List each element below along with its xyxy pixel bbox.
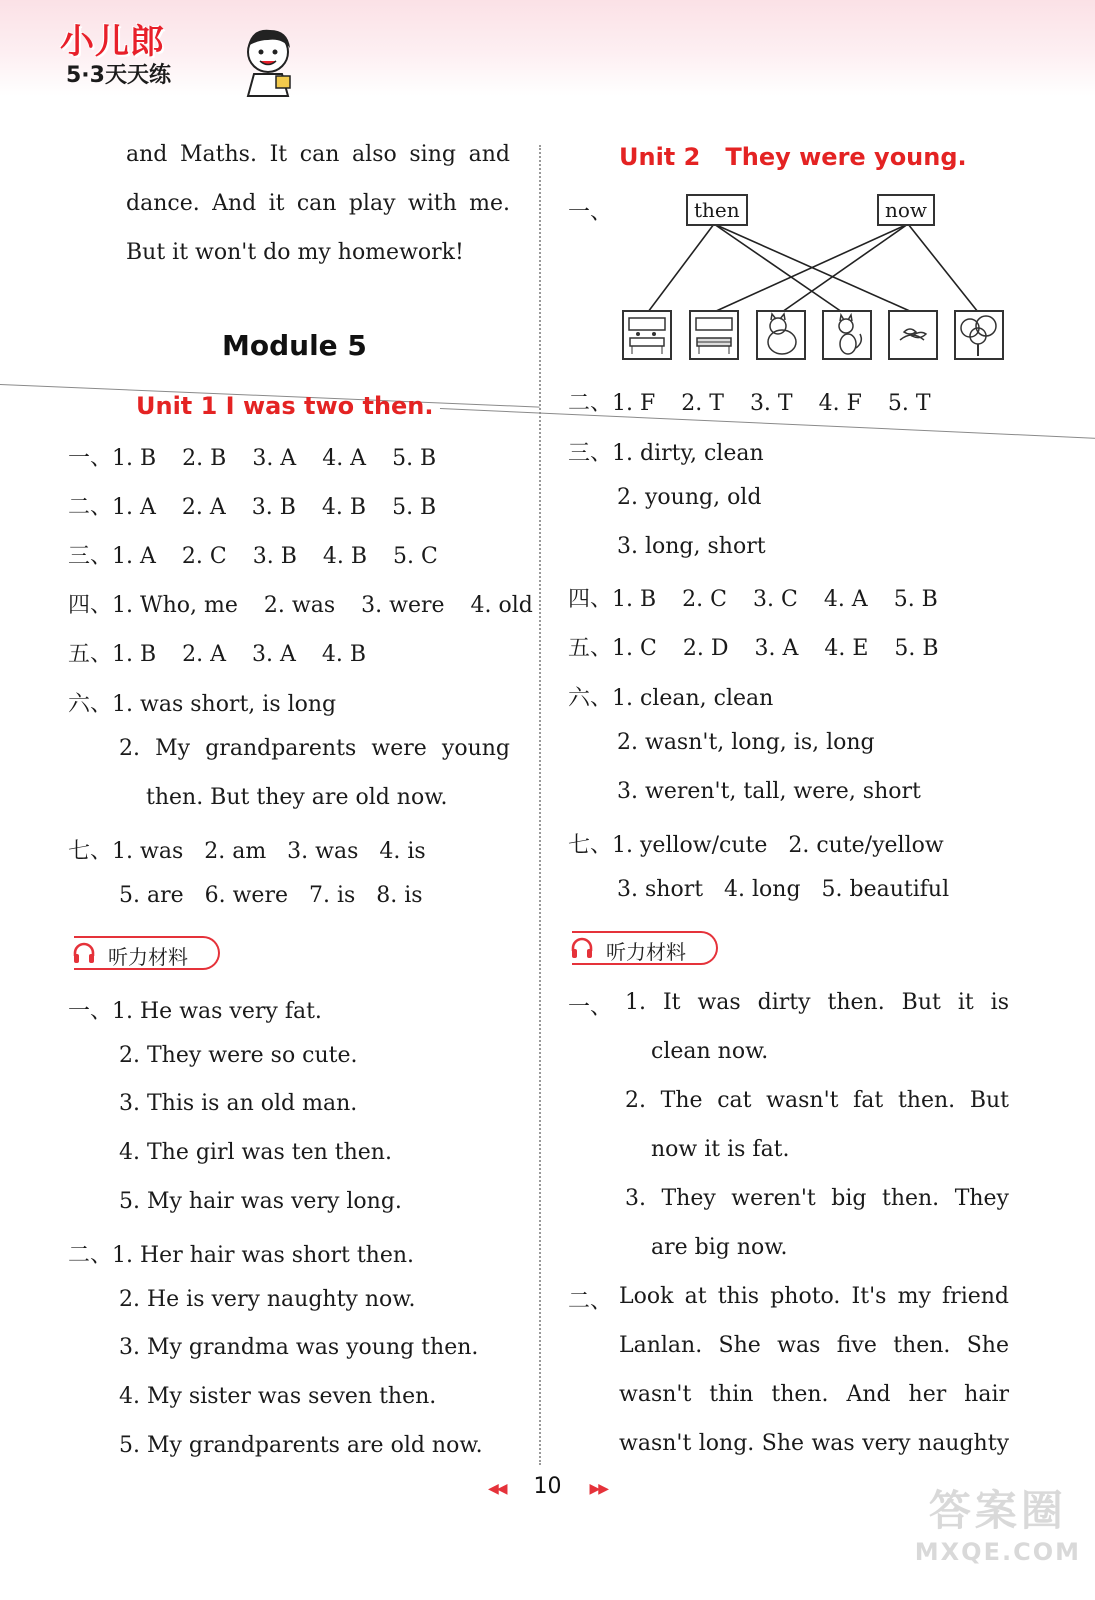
- answer-line: 3. short 4. long 5. beautiful: [617, 877, 950, 902]
- watermark-top: 答案圈: [928, 1486, 1067, 1535]
- watermark: [915, 1478, 1081, 1566]
- answer-row: [568, 386, 931, 417]
- watermark-bottom: MXQE.COM: [914, 1538, 1081, 1566]
- section-mark: 七、: [68, 839, 113, 864]
- sentence: Lanlan. She was five then. She: [619, 1333, 1009, 1358]
- sentence: wasn't long. She was very naughty: [619, 1431, 1009, 1456]
- section-mark: 二、: [68, 1243, 113, 1268]
- answer: 1. was 2. am 3. was 4. is: [112, 839, 426, 864]
- passage-line: and Maths. It can also sing and: [126, 142, 510, 167]
- section-mark: 二、: [568, 1289, 613, 1314]
- answer: 2. C: [181, 544, 227, 569]
- answer: 2. was: [263, 593, 336, 618]
- answer: 3. C: [753, 587, 798, 612]
- listening-label: 听力材料: [606, 940, 686, 964]
- answer: 1. dirty, clean: [612, 441, 764, 466]
- section-mark: 五、: [68, 642, 113, 667]
- answer-row: [568, 828, 944, 859]
- brand-sub: 5·3天天练: [66, 63, 171, 88]
- answer-line: 2. wasn't, long, is, long: [617, 730, 875, 755]
- section-mark: 二、: [568, 391, 613, 416]
- headphones-icon: [72, 941, 96, 965]
- answer: 4. old: [470, 593, 533, 618]
- answer: 3. A: [252, 642, 296, 667]
- fat-cat-icon: [756, 310, 806, 360]
- sentence: Look at this photo. It's my friend: [619, 1284, 1009, 1309]
- sentence: 3. This is an old man.: [119, 1091, 358, 1116]
- answer-line: then. But they are old now.: [146, 785, 448, 810]
- passage-line: But it won't do my homework!: [126, 240, 464, 265]
- answer: 4. B: [321, 642, 367, 667]
- answer: 4. F: [818, 391, 862, 416]
- sentence: 5. My grandparents are old now.: [119, 1433, 483, 1458]
- answer: 3. T: [749, 391, 793, 416]
- sentence: 2. The cat wasn't fat then. But: [625, 1088, 1009, 1113]
- sentence: 2. He is very naughty now.: [119, 1287, 416, 1312]
- sentence: 3. They weren't big then. They: [625, 1186, 1009, 1211]
- section-mark: 六、: [68, 692, 113, 717]
- answer: 5. T: [887, 391, 931, 416]
- answer: 5. B: [392, 446, 437, 471]
- answer-row: [68, 441, 436, 472]
- answer: 3. were: [361, 593, 445, 618]
- column-divider: [539, 145, 541, 1465]
- answer-line: 3. long, short: [617, 534, 766, 559]
- sentence: now it is fat.: [651, 1137, 790, 1162]
- passage-line: dance. And it can play with me.: [126, 191, 510, 216]
- classroom-then-icon: [622, 310, 672, 360]
- next-arrows-icon: ▶▶: [589, 1481, 608, 1497]
- listening-row: [68, 994, 322, 1025]
- sentence: wasn't thin then. And her hair: [619, 1382, 1009, 1407]
- section-mark: 一、: [68, 999, 113, 1024]
- classroom-now-icon: [689, 310, 739, 360]
- listening-tag: [572, 931, 718, 965]
- section-mark: 一、: [68, 446, 113, 471]
- answer: 1. B: [112, 446, 157, 471]
- sentence: 4. My sister was seven then.: [119, 1384, 437, 1409]
- answer: 2. B: [182, 446, 227, 471]
- sentence: 1. It was dirty then. But it is: [625, 990, 1009, 1015]
- answer: 2. C: [682, 587, 727, 612]
- answer: 1. was short, is long: [112, 692, 337, 717]
- section-mark: 四、: [68, 593, 113, 618]
- page-number: 10: [533, 1474, 562, 1499]
- answer: 1. A: [112, 544, 156, 569]
- answer: 1. F: [612, 391, 656, 416]
- unit-title: Unit 2 They were young.: [619, 143, 967, 171]
- answer: 1. A: [112, 495, 156, 520]
- answer: 4. A: [322, 446, 367, 471]
- mascot-icon: [238, 26, 300, 98]
- answer-row: [568, 631, 939, 662]
- unit-title: Unit 1 I was two then.: [136, 392, 434, 420]
- answer-row: [568, 436, 764, 467]
- answer: 3. A: [252, 446, 297, 471]
- brand-logo: [60, 14, 250, 90]
- answer: 5. C: [393, 544, 438, 569]
- section-mark: 六、: [568, 686, 613, 711]
- now-box: now: [877, 194, 935, 226]
- listening-row: [68, 1238, 414, 1269]
- section-mark: 三、: [68, 544, 113, 569]
- answer-row: [68, 490, 436, 521]
- answer-line: 2. young, old: [617, 485, 762, 510]
- answer: 5. B: [893, 587, 938, 612]
- answer-row: [68, 539, 438, 570]
- answer: 4. B: [322, 544, 368, 569]
- answer: 4. B: [321, 495, 367, 520]
- module-title: Module 5: [222, 329, 367, 362]
- answer: 2. A: [181, 495, 226, 520]
- answer: 1. B: [612, 587, 657, 612]
- answer: 1. yellow/cute 2. cute/yellow: [612, 833, 944, 858]
- sentence: 1. Her hair was short then.: [112, 1243, 415, 1268]
- sentence: are big now.: [651, 1235, 788, 1260]
- answer-row: [568, 681, 773, 712]
- section-mark: 三、: [568, 441, 613, 466]
- answer-row: [568, 582, 938, 613]
- answer: 2. T: [681, 391, 724, 416]
- answer: 4. E: [824, 636, 869, 661]
- sentence: 4. The girl was ten then.: [119, 1140, 392, 1165]
- headphones-icon: [570, 936, 594, 960]
- answer: 2. D: [682, 636, 729, 661]
- answer-line: 3. weren't, tall, were, short: [617, 779, 921, 804]
- prev-arrows-icon: ◀◀: [487, 1481, 506, 1497]
- answer: 5. B: [894, 636, 939, 661]
- answer: 5. B: [392, 495, 437, 520]
- section-mark: 五、: [568, 636, 613, 661]
- section-mark: 一、: [568, 995, 613, 1020]
- small-plant-icon: [888, 310, 938, 360]
- brand-main: 小儿郎: [60, 22, 165, 62]
- answer-row: [68, 687, 336, 718]
- section-mark: 四、: [568, 587, 613, 612]
- answer-line: 2. My grandparents were young: [119, 736, 510, 761]
- sentence: 2. They were so cute.: [119, 1043, 358, 1068]
- section-mark: 二、: [68, 495, 113, 520]
- answer-line: 5. are 6. were 7. is 8. is: [119, 883, 423, 908]
- thin-cat-icon: [822, 310, 872, 360]
- section-mark: 七、: [568, 833, 613, 858]
- sentence: clean now.: [651, 1039, 769, 1064]
- answer: 2. A: [182, 642, 227, 667]
- listening-tag: [74, 936, 220, 970]
- sentence: 1. He was very fat.: [112, 999, 322, 1024]
- listening-label: 听力材料: [108, 945, 188, 969]
- answer: 1. clean, clean: [612, 686, 774, 711]
- answer: 3. A: [754, 636, 799, 661]
- sentence: 5. My hair was very long.: [119, 1189, 402, 1214]
- answer: 4. A: [823, 587, 868, 612]
- answer: 3. B: [251, 495, 296, 520]
- answer: 1. C: [612, 636, 657, 661]
- answer: 1. B: [112, 642, 157, 667]
- section-mark: 一、: [568, 200, 613, 225]
- sentence: 3. My grandma was young then.: [119, 1335, 479, 1360]
- answer-row: [68, 637, 366, 668]
- big-tree-icon: [954, 310, 1004, 360]
- then-box: then: [686, 194, 748, 226]
- answer-row: [68, 834, 426, 865]
- answer: 3. B: [252, 544, 297, 569]
- answer-row: [68, 588, 533, 619]
- answer: 1. Who, me: [112, 593, 238, 618]
